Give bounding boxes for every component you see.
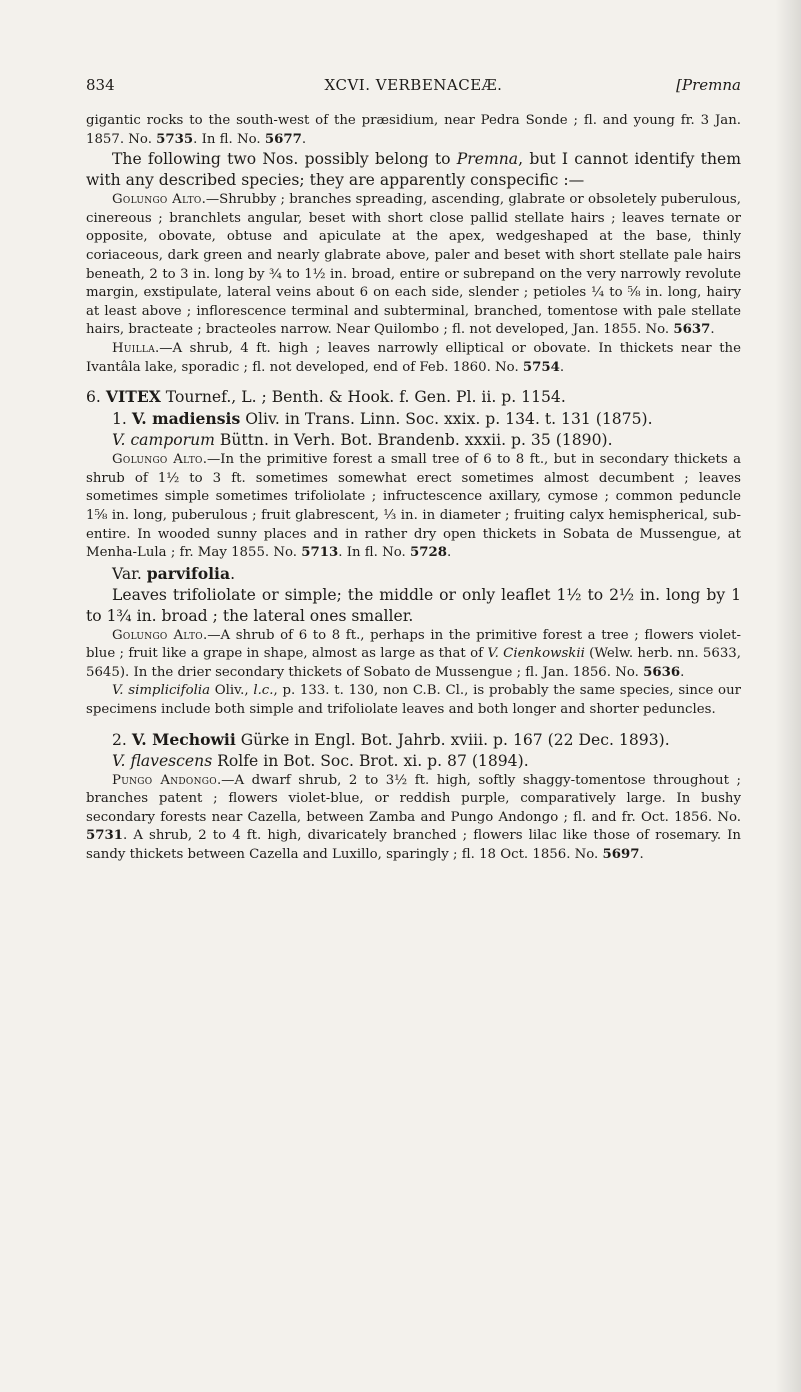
paragraph-premna-note — [86, 149, 741, 191]
text-run: 5697 — [602, 847, 640, 863]
species-heading-mechowii — [86, 729, 741, 751]
text-run: .—A dwarf shrub, 2 to 3½ ft. high, softly shaggy-tomentose throughout ; branches patent ; flowers violet-blue, or reddish purple, comparatively large. In bushy secondary forests near Cazella, between Zamba and Pungo Andongo ; fl. and fr. Oct. 1856. No. — [86, 772, 741, 825]
document-body — [86, 112, 741, 865]
text-run: V. madiensis — [131, 409, 241, 429]
text-run: . — [230, 564, 236, 583]
paragraph-pungo-andongo-specimen — [86, 772, 741, 865]
text-run: Golungo Alto — [112, 452, 203, 468]
text-run: parvifolia — [146, 563, 231, 583]
text-run: Oliv. in Trans. Linn. Soc. xxix. p. 134. t. 131 (1875). — [240, 410, 653, 429]
text-run: (Welw. herb. nn. 5633, 5645). In the drier secondary thickets of Sobato de Mussengue ; fl. Jan. 1856. No. — [86, 646, 741, 680]
paragraph-parvifolia-description — [86, 585, 741, 627]
family-heading: XCVI. VERBENACEÆ. — [324, 76, 503, 94]
text-run: The following two Nos. possibly belong to — [112, 150, 457, 169]
text-run: 5637 — [673, 322, 711, 338]
text-run: V. simplicifolia — [112, 683, 211, 699]
text-run: Golungo Alto — [112, 627, 203, 643]
variety-heading-parvifolia — [86, 563, 741, 585]
text-run: 5677 — [264, 131, 302, 147]
text-run: Huilla — [112, 340, 155, 356]
text-run: 5754 — [522, 359, 560, 375]
text-run: Gürke in Engl. Bot. Jahrb. xviii. p. 167 (22 Dec. 1893). — [235, 730, 670, 749]
text-run: . — [680, 664, 685, 680]
text-run: Golungo Alto — [112, 192, 202, 208]
text-run: . — [446, 545, 452, 561]
paragraph-huilla-specimen — [86, 340, 741, 377]
paragraph-golungo-alto-specimen — [86, 191, 741, 340]
text-run: .—A shrub, 4 ft. high ; leaves narrowly elliptical or obovate. In thickets near the Ivantâla lake, sporadic ; fl. not developed, end of Feb. 1860. No. — [86, 340, 741, 375]
synonym-camporum — [86, 430, 741, 451]
text-run: 2. — [112, 730, 132, 749]
text-run: 1. — [112, 410, 132, 429]
synonym-flavescens — [86, 751, 741, 772]
text-run: Pungo Andongo — [112, 772, 217, 788]
text-run: 5735 — [156, 131, 194, 147]
paragraph-golungo-alto-madiensis — [86, 451, 741, 563]
text-run: . In fl. No. — [193, 131, 265, 147]
text-run: 6. — [86, 388, 106, 407]
text-run: gigantic rocks to the south-west of the præsidium, near Pedra Sonde ; fl. and young fr. 3 Jan. 1857. No. — [86, 113, 741, 147]
text-run: .—A shrub of 6 to 8 ft., perhaps in the primitive forest a tree ; flowers violet-blue ; fruit like a grape in shape, almost as large as that of — [86, 627, 741, 662]
text-run: . — [301, 131, 307, 147]
text-run: V. flavescens — [112, 751, 213, 770]
paragraph-simplicifolia-note — [86, 682, 741, 719]
text-run: 5713 — [301, 545, 339, 561]
genus-heading: [Premna — [676, 76, 741, 94]
text-run: . — [559, 359, 565, 375]
text-run: Tournef., L. ; Benth. & Hook. f. Gen. Pl. ii. p. 1154. — [160, 388, 566, 407]
text-run: , p. 133. t. 130, non C.B. Cl., is probably the same species, since our specimens include both simple and trifoliolate leaves and both longer and shorter peduncles. — [86, 683, 741, 718]
paragraph-golungo-alto-parvifolia — [86, 627, 741, 683]
text-run: 5636 — [643, 664, 681, 680]
text-run: Leaves trifoliolate or simple; the middle or only leaflet 1½ to 2½ in. long by 1 to 1¾ in. broad ; the lateral ones smaller. — [86, 585, 741, 625]
text-run: , but I cannot identify them with any described species; they are apparently conspecific :— — [86, 150, 741, 190]
text-run: . — [639, 847, 644, 863]
text-run: . In fl. No. — [338, 545, 410, 561]
text-run: . A shrub, 2 to 4 ft. high, divaricately branched ; flowers lilac like those of rosemary. In sandy thickets between Cazella and Luxillo, sparingly ; fl. 18 Oct. 1856. No. — [86, 828, 741, 863]
text-run: .—Shrubby ; branches spreading, ascending, glabrate or obsoletely puberulous, cinereous ; branchlets angular, beset with short close pallid stellate hairs ; leaves ternate or opposite, obovate, obtuse and apiculate at the apex, wedgeshaped at the base, thinly coriaceous, dark green and nearly glabrate above, paler and beset with short stellate pale hairs beneath, 2 to 3 in. long by ¾ to 1½ in. broad, entire or subrepand on the very narrowly revolute margin, exstipulate, lateral veins about 6 on each side, slender ; petioles ¼ to ⅝ in. long, hairy at least above ; inflorescence terminal and subterminal, branched, tomentose with pale stellate hairs, bracteate ; bracteoles narrow. Near Quilombo ; fl. not developed, Jan. 1855. No. — [86, 192, 741, 338]
text-run: Rolfe in Bot. Soc. Brot. xi. p. 87 (1894). — [212, 751, 529, 770]
text-run: 5731 — [86, 828, 124, 844]
text-run: .—In the primitive forest a small tree of 6 to 8 ft., but in secondary thickets a shrub of 1½ to 3 ft. sometimes somewhat erect sometimes almost decumbent ; leaves sometimes simple sometimes trifoliolate ; infructescence axillary, cymose ; common peduncle 1⅝ in. long, puberulous ; fruit glabrescent, ⅓ in. in diameter ; fruiting calyx hemispherical, sub-entire. In wooded sunny places and in rather dry open thickets in Sobata de Mussengue, at Menha-Lula ; fr. May 1855. No. — [86, 452, 741, 561]
text-run: l.c. — [253, 683, 274, 699]
text-run: . — [710, 322, 715, 338]
species-heading-madiensis — [86, 408, 741, 430]
text-run: Premna — [456, 150, 519, 169]
text-run: Var. — [112, 564, 147, 583]
text-run: V. camporum — [112, 431, 215, 450]
page-edge-shadow — [775, 0, 801, 1392]
paragraph-premna-continuation — [86, 112, 741, 149]
text-run: 5728 — [409, 545, 447, 561]
page-number: 834 — [86, 76, 115, 94]
text-run: V. Mechowii — [131, 729, 236, 749]
text-run: V. Cienkowskii — [487, 646, 585, 662]
text-run: Büttn. in Verh. Bot. Brandenb. xxxii. p. 35 (1890). — [214, 431, 613, 450]
text-run: Oliv., — [210, 683, 254, 699]
text-run: VITEX — [105, 387, 161, 407]
genus-heading-vitex — [86, 386, 741, 408]
